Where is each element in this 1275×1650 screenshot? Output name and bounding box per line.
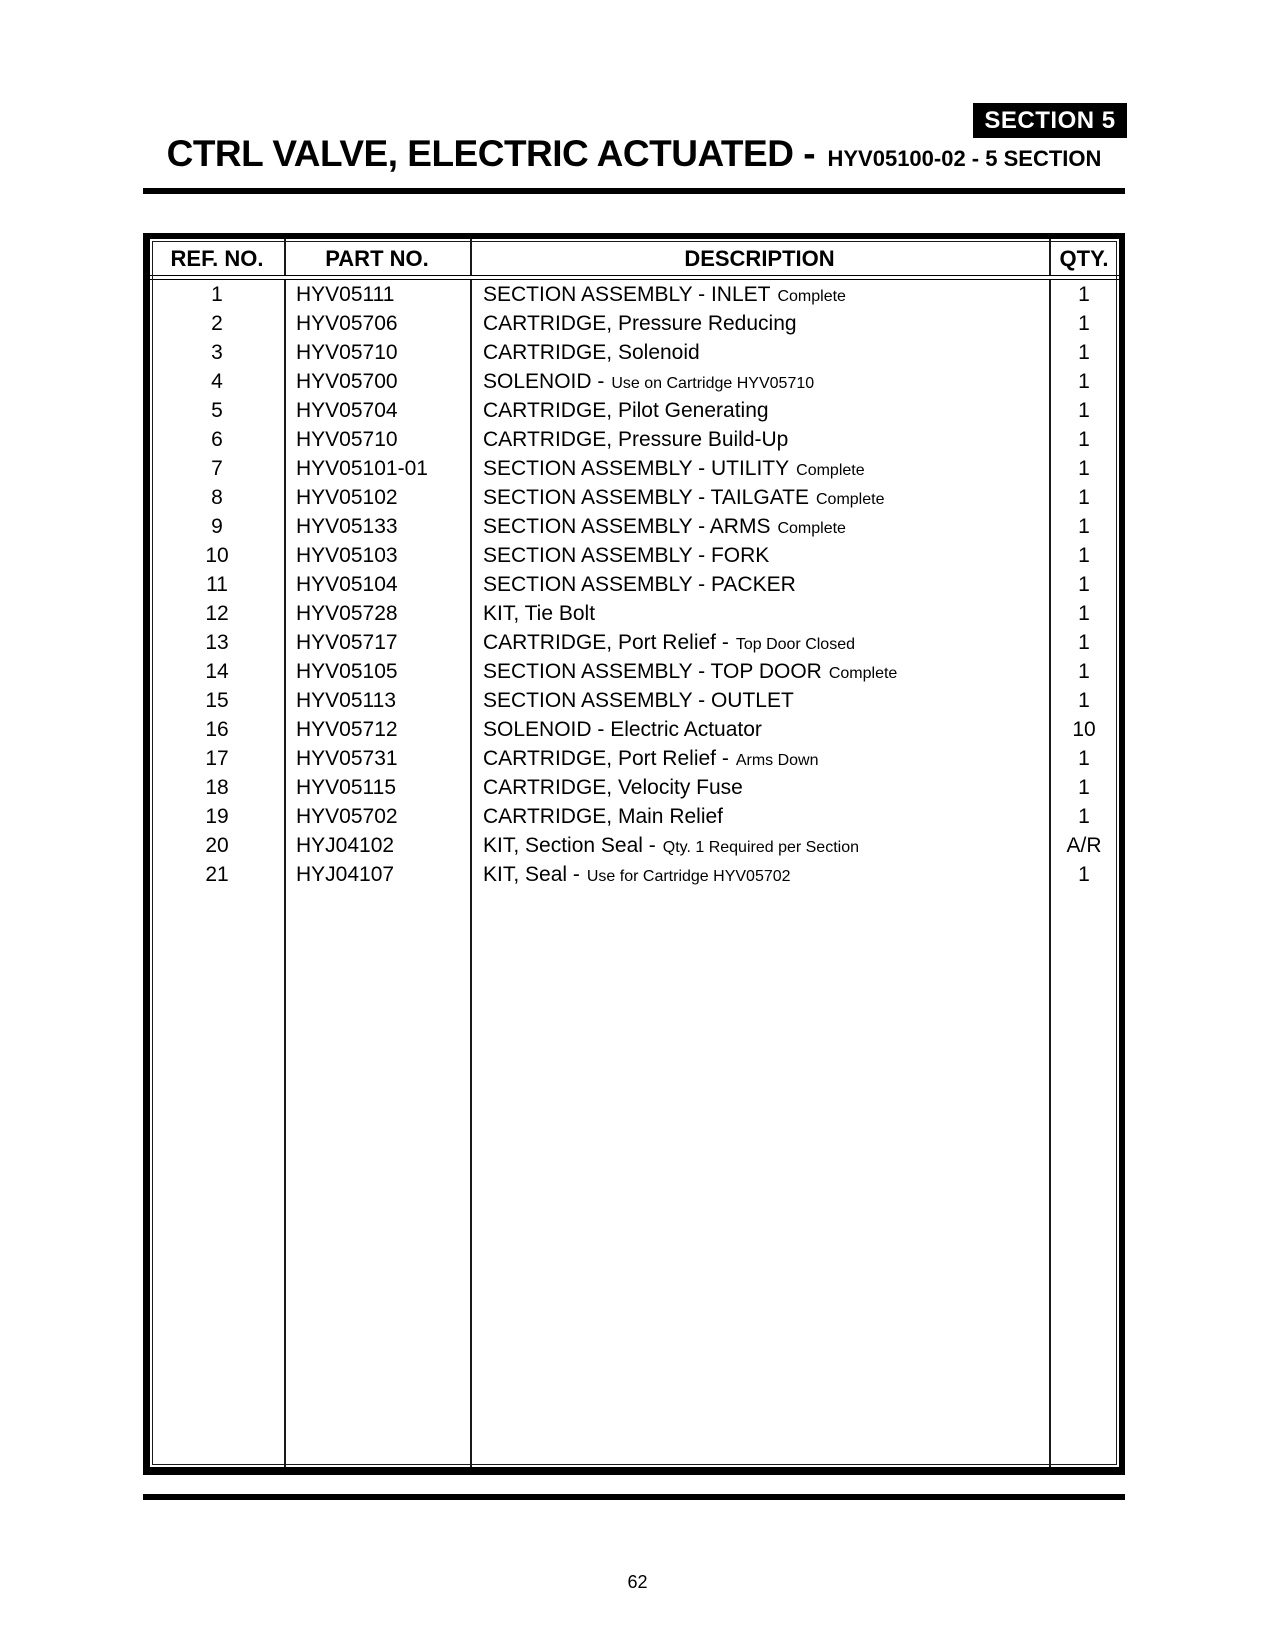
- ref-no-cell: 16: [205, 717, 229, 741]
- parts-table: [143, 233, 1125, 1475]
- part-no-cell: HYV05710: [296, 427, 398, 451]
- description-main: CARTRIDGE, Main Relief: [483, 804, 724, 828]
- header-qty: QTY.: [1059, 246, 1109, 271]
- description-cell: [470, 805, 1049, 829]
- part-no-cell: HYJ04102: [296, 833, 395, 857]
- ref-no-cell: 12: [205, 601, 229, 625]
- qty-cell: 1: [1078, 427, 1090, 451]
- description-detail: Complete: [815, 490, 885, 508]
- ref-no-cell: 21: [205, 862, 229, 886]
- description-cell: [470, 631, 1049, 655]
- part-no-cell: HYJ04107: [296, 862, 395, 886]
- table-row: [150, 773, 1119, 802]
- ref-no-cell: 17: [205, 746, 229, 770]
- qty-cell: 1: [1078, 282, 1090, 306]
- qty-cell: 1: [1078, 630, 1090, 654]
- page-number: 62: [627, 1572, 648, 1592]
- page-title-part-code: HYV05100-02 - 5 SECTION: [827, 146, 1102, 171]
- table-row: [150, 599, 1119, 628]
- description-main: SECTION ASSEMBLY - UTILITY: [483, 456, 790, 480]
- qty-cell: 1: [1078, 543, 1090, 567]
- description-detail: Use for Cartridge HYV05702: [586, 867, 791, 885]
- table-header-row: [150, 239, 1119, 275]
- description-cell: [470, 776, 1049, 800]
- part-no-cell: HYV05700: [296, 369, 398, 393]
- footer-divider-rule: [143, 1494, 1125, 1500]
- description-main: CARTRIDGE, Port Relief -: [483, 630, 729, 654]
- table-body: [150, 280, 1119, 889]
- qty-cell: 1: [1078, 746, 1090, 770]
- part-no-cell: HYV05101-01: [296, 456, 428, 480]
- table-row: [150, 570, 1119, 599]
- section-badge-label: SECTION 5: [984, 106, 1116, 134]
- ref-no-cell: 5: [211, 398, 223, 422]
- table-row: [150, 425, 1119, 454]
- ref-no-cell: 6: [211, 427, 223, 451]
- table-row: [150, 686, 1119, 715]
- description-cell: [470, 283, 1049, 307]
- description-cell: [470, 341, 1049, 365]
- page-title: [143, 133, 1125, 175]
- qty-cell: 1: [1078, 659, 1090, 683]
- description-main: SECTION ASSEMBLY - OUTLET: [483, 688, 794, 712]
- table-row: [150, 483, 1119, 512]
- qty-cell: 1: [1078, 775, 1090, 799]
- table-row: [150, 309, 1119, 338]
- description-cell: [470, 718, 1049, 742]
- table-row: [150, 715, 1119, 744]
- description-main: CARTRIDGE, Solenoid: [483, 340, 700, 364]
- table-row: [150, 860, 1119, 889]
- header-description: DESCRIPTION: [684, 246, 835, 271]
- description-detail: Qty. 1 Required per Section: [662, 838, 859, 856]
- part-no-cell: HYV05731: [296, 746, 398, 770]
- description-cell: [470, 863, 1049, 887]
- description-main: KIT, Tie Bolt: [483, 601, 596, 625]
- description-detail: Arms Down: [735, 751, 819, 769]
- description-main: SECTION ASSEMBLY - TOP DOOR: [483, 659, 822, 683]
- description-main: CARTRIDGE, Pilot Generating: [483, 398, 769, 422]
- qty-cell: 1: [1078, 398, 1090, 422]
- description-detail: Complete: [777, 519, 846, 537]
- ref-no-cell: 7: [211, 456, 223, 480]
- description-cell: [470, 399, 1049, 423]
- table-row: [150, 367, 1119, 396]
- part-no-cell: HYV05104: [296, 572, 398, 596]
- table-row: [150, 280, 1119, 309]
- description-main: CARTRIDGE, Pressure Reducing: [483, 311, 797, 335]
- qty-cell: 1: [1078, 340, 1090, 364]
- description-cell: [470, 515, 1049, 539]
- qty-cell: 1: [1078, 369, 1090, 393]
- ref-no-cell: 11: [206, 572, 228, 596]
- qty-cell: 1: [1078, 804, 1090, 828]
- description-cell: [470, 370, 1049, 394]
- description-detail: Top Door Closed: [735, 635, 855, 653]
- qty-cell: 1: [1078, 485, 1090, 509]
- qty-cell: 1: [1078, 572, 1090, 596]
- part-no-cell: HYV05103: [296, 543, 398, 567]
- description-cell: [470, 660, 1049, 684]
- description-main: SECTION ASSEMBLY - FORK: [483, 543, 770, 567]
- qty-cell: 1: [1078, 456, 1090, 480]
- ref-no-cell: 18: [205, 775, 229, 799]
- ref-no-cell: 1: [211, 282, 223, 306]
- description-main: SOLENOID - Electric Actuator: [483, 717, 762, 741]
- part-no-cell: HYV05706: [296, 311, 398, 335]
- ref-no-cell: 9: [211, 514, 223, 538]
- qty-cell: 10: [1072, 717, 1096, 741]
- description-cell: [470, 689, 1049, 713]
- description-main: SECTION ASSEMBLY - PACKER: [483, 572, 796, 596]
- page-title-main: CTRL VALVE, ELECTRIC ACTUATED -: [166, 133, 816, 174]
- description-cell: [470, 602, 1049, 626]
- qty-cell: 1: [1078, 514, 1090, 538]
- table-row: [150, 628, 1119, 657]
- part-no-cell: HYV05728: [296, 601, 398, 625]
- header-ref-no: REF. NO.: [170, 246, 264, 271]
- description-main: KIT, Seal -: [483, 862, 580, 886]
- table-row: [150, 744, 1119, 773]
- table-row: [150, 831, 1119, 860]
- ref-no-cell: 8: [211, 485, 223, 509]
- qty-cell: 1: [1078, 862, 1090, 886]
- part-no-cell: HYV05115: [296, 775, 397, 799]
- ref-no-cell: 14: [205, 659, 229, 683]
- description-cell: [470, 312, 1049, 336]
- table-row: [150, 512, 1119, 541]
- table-row: [150, 454, 1119, 483]
- ref-no-cell: 13: [205, 630, 229, 654]
- description-cell: [470, 747, 1049, 771]
- description-cell: [470, 544, 1049, 568]
- ref-no-cell: 2: [211, 311, 223, 335]
- table-row: [150, 802, 1119, 831]
- description-detail: Complete: [796, 461, 865, 479]
- ref-no-cell: 10: [205, 543, 229, 567]
- description-detail: Use on Cartridge HYV05710: [611, 374, 815, 392]
- description-cell: [470, 573, 1049, 597]
- table-row: [150, 396, 1119, 425]
- description-main: CARTRIDGE, Port Relief -: [483, 746, 729, 770]
- table-row: [150, 338, 1119, 367]
- qty-cell: 1: [1078, 688, 1090, 712]
- part-no-cell: HYV05102: [296, 485, 398, 509]
- part-no-cell: HYV05133: [296, 514, 398, 538]
- header-part-no: PART NO.: [325, 246, 429, 271]
- description-detail: Complete: [777, 287, 846, 305]
- ref-no-cell: 4: [211, 369, 223, 393]
- table-row: [150, 541, 1119, 570]
- description-cell: [470, 486, 1049, 510]
- description-main: CARTRIDGE, Velocity Fuse: [483, 775, 743, 799]
- part-no-cell: HYV05113: [296, 688, 397, 712]
- description-cell: [470, 428, 1049, 452]
- parts-table-inner: [150, 239, 1119, 1467]
- qty-cell: A/R: [1066, 833, 1102, 857]
- part-no-cell: HYV05704: [296, 398, 398, 422]
- ref-no-cell: 15: [205, 688, 229, 712]
- part-no-cell: HYV05717: [296, 630, 398, 654]
- description-main: SECTION ASSEMBLY - INLET: [483, 282, 771, 306]
- part-no-cell: HYV05712: [296, 717, 398, 741]
- qty-cell: 1: [1078, 601, 1090, 625]
- description-main: CARTRIDGE, Pressure Build-Up: [483, 427, 789, 451]
- part-no-cell: HYV05111: [296, 282, 395, 306]
- description-detail: Complete: [828, 664, 898, 682]
- part-no-cell: HYV05702: [296, 804, 398, 828]
- description-main: SOLENOID -: [483, 369, 605, 393]
- ref-no-cell: 20: [205, 833, 229, 857]
- description-cell: [470, 834, 1049, 858]
- ref-no-cell: 19: [205, 804, 229, 828]
- description-main: SECTION ASSEMBLY - TAILGATE: [483, 485, 809, 509]
- part-no-cell: HYV05710: [296, 340, 398, 364]
- description-main: SECTION ASSEMBLY - ARMS: [483, 514, 771, 538]
- description-cell: [470, 457, 1049, 481]
- table-row: [150, 657, 1119, 686]
- part-no-cell: HYV05105: [296, 659, 398, 683]
- title-divider-rule: [143, 188, 1125, 194]
- ref-no-cell: 3: [211, 340, 223, 364]
- description-main: KIT, Section Seal -: [483, 833, 656, 857]
- qty-cell: 1: [1078, 311, 1090, 335]
